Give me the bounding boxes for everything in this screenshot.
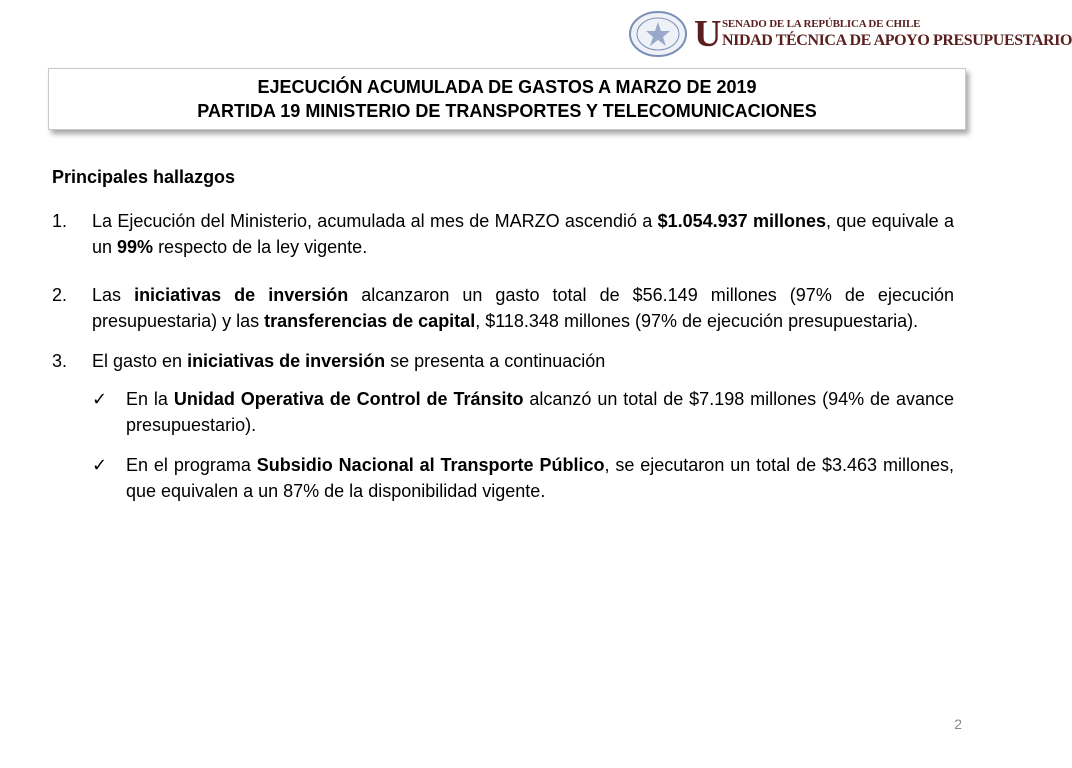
title-line-2: PARTIDA 19 MINISTERIO DE TRANSPORTES Y TELECOMUNICACIONES xyxy=(197,101,817,121)
execution-percentage: 99% xyxy=(117,237,154,257)
investment-initiatives-label: iniciativas de inversión xyxy=(134,285,349,305)
checkmark-icon: ✓ xyxy=(92,389,108,409)
title-line-1: EJECUCIÓN ACUMULADA DE GASTOS A MARZO DE 2019 xyxy=(257,77,757,97)
investment-initiatives-label: iniciativas de inversión xyxy=(187,351,386,371)
logo-big-letter: U xyxy=(694,13,722,55)
item-number: 2. xyxy=(52,285,68,305)
sub-item-text: En el programa Subsidio Nacional al Transporte Público, se ejecutaron un total de $3.463 millones, que equivalen a un 87% de la disponibilidad vigente. xyxy=(126,455,954,501)
finding-item-1 xyxy=(52,208,954,260)
capital-transfers-label: transferencias de capital xyxy=(264,311,476,331)
checkmark-icon: ✓ xyxy=(92,455,108,475)
sub-item-1 xyxy=(92,386,954,438)
program-name: Subsidio Nacional al Transporte Público xyxy=(256,455,605,475)
logo-unidad-line: NIDAD TÉCNICA DE APOYO PRESUPUESTARIO xyxy=(722,32,1072,49)
item-text: La Ejecución del Ministerio, acumulada al mes de MARZO ascendió a $1.054.937 millones, que equivale a un 99% respecto de la ley vigente. xyxy=(92,211,954,257)
item-number: 1. xyxy=(52,211,68,231)
item-number: 3. xyxy=(52,351,68,371)
page-number: 2 xyxy=(954,716,962,732)
main-content xyxy=(52,164,954,504)
finding-item-2 xyxy=(52,282,954,334)
finding-item-3 xyxy=(52,348,954,374)
item-text: Las iniciativas de inversión alcanzaron un gasto total de $56.149 millones (97% de ejecución presupuestaria) y las transferencias de capital, $118.348 millones (97% de ejecución presupuestaria). xyxy=(92,285,954,331)
sub-item-2 xyxy=(92,452,954,504)
title-box xyxy=(48,68,966,130)
sub-item-text: En la Unidad Operativa de Control de Tránsito alcanzó un total de $7.198 millones (94% de avance presupuestario). xyxy=(126,389,954,435)
total-execution-amount: $1.054.937 millones xyxy=(657,211,826,231)
senado-seal-icon xyxy=(628,10,688,58)
logo-senado-line: SENADO DE LA REPÚBLICA DE CHILE xyxy=(722,18,921,30)
senado-logo xyxy=(628,10,1072,58)
item-text: El gasto en iniciativas de inversión se presenta a continuación xyxy=(92,351,606,371)
section-title: Principales hallazgos xyxy=(52,167,236,187)
unit-name: Unidad Operativa de Control de Tránsito xyxy=(173,389,524,409)
